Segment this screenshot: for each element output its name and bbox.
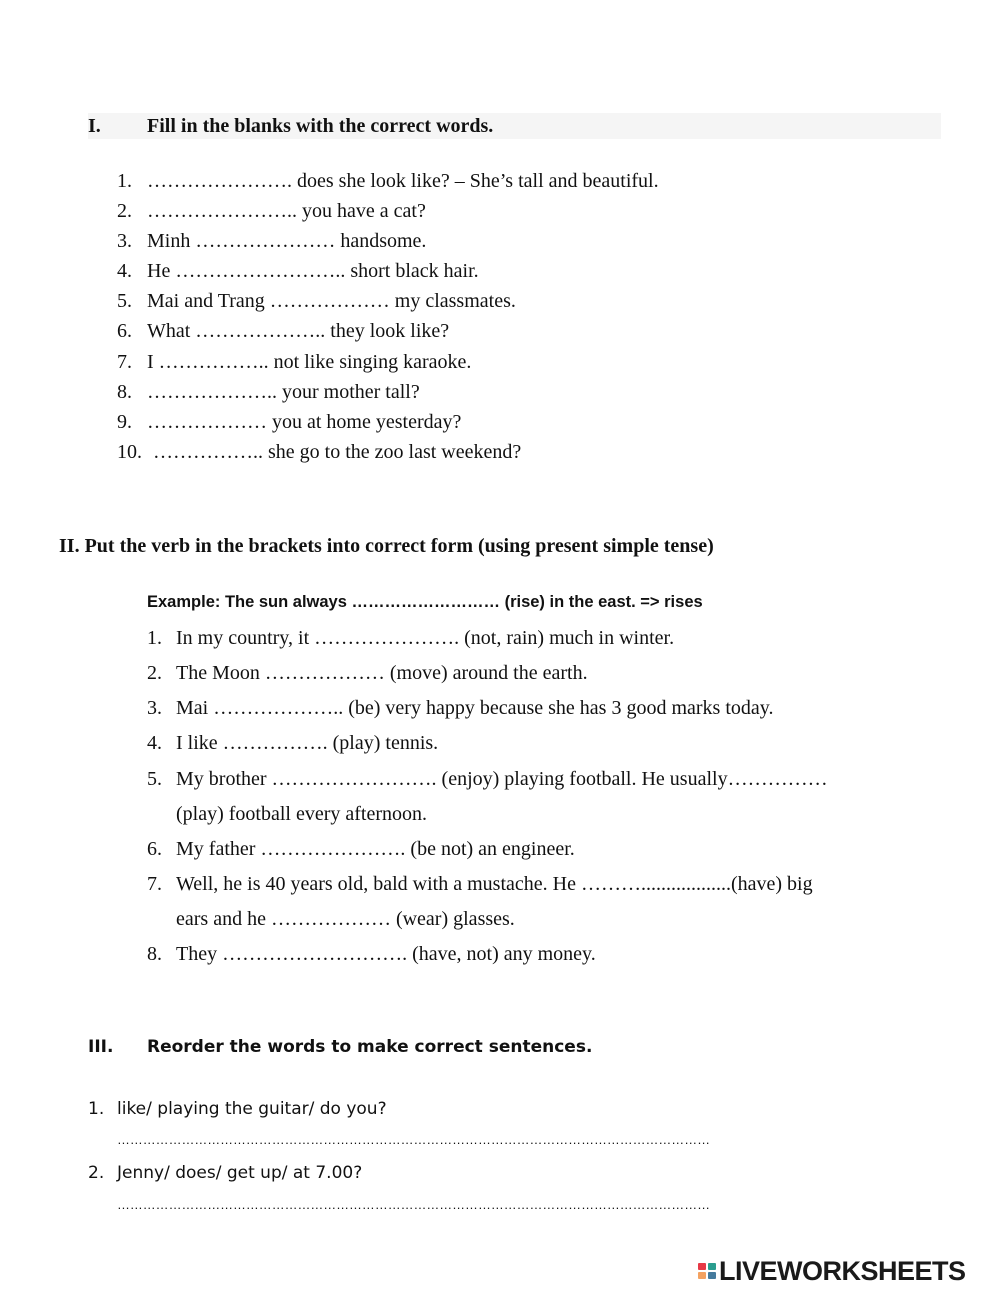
list-item	[147, 732, 438, 755]
item-number: 4.	[117, 260, 132, 282]
list-item	[147, 627, 674, 650]
item-number: 3.	[147, 697, 162, 719]
item-text: ………………….. you have a cat?	[147, 200, 426, 222]
section3-numeral: III.	[88, 1037, 114, 1057]
item-text: They ………………………. (have, not) any money.	[176, 943, 596, 965]
list-item	[117, 320, 449, 343]
item-text: I …………….. not like singing karaoke.	[147, 351, 472, 373]
section1-title: Fill in the blanks with the correct words.	[147, 115, 494, 137]
section2-example: Example: The sun always ……………………… (rise) in the east. => rises	[147, 593, 703, 611]
item-text: What ……………….. they look like?	[147, 320, 450, 342]
list-item	[117, 200, 426, 223]
list-item	[117, 381, 420, 404]
section3-title: Reorder the words to make correct sentences.	[147, 1037, 593, 1057]
item-number: 7.	[117, 351, 132, 373]
item-text: (play) football every afternoon.	[176, 803, 428, 825]
item-number: 4.	[147, 732, 162, 754]
list-item	[147, 768, 828, 791]
item-number: 2.	[88, 1163, 105, 1183]
section2-title: II. Put the verb in the brackets into correct form (using present simple tense)	[59, 535, 714, 557]
item-text: My father …………………. (be not) an engineer.	[176, 838, 575, 860]
item-text: In my country, it …………………. (not, rain) much in winter.	[176, 627, 675, 649]
item-number: 8.	[117, 381, 132, 403]
logo-text: LIVEWORKSHEETS	[719, 1255, 966, 1286]
logo-block	[698, 1272, 706, 1279]
item-number: 2.	[147, 662, 162, 684]
list-item	[88, 1163, 362, 1183]
item-number: 3.	[117, 230, 132, 252]
item-text: Well, he is 40 years old, bald with a mustache. He ………..................(have) big	[176, 873, 813, 895]
logo-block	[708, 1272, 716, 1279]
item-text: The Moon ……………… (move) around the earth.	[176, 662, 588, 684]
item-text: Jenny/ does/ get up/ at 7.00?	[117, 1163, 363, 1183]
list-item	[117, 230, 426, 253]
item-text: My brother ……………………. (enjoy) playing football. He usually……………	[176, 768, 828, 790]
logo-blocks-icon	[698, 1263, 716, 1279]
item-number: 10.	[117, 441, 142, 463]
item-text: ears and he ……………… (wear) glasses.	[176, 908, 515, 930]
item-number: 6.	[147, 838, 162, 860]
item-text: I like ……………. (play) tennis.	[176, 732, 439, 754]
item-text: ……………… you at home yesterday?	[147, 411, 462, 433]
list-item	[147, 838, 575, 861]
item-text: He …………………….. short black hair.	[147, 260, 479, 282]
list-item-continuation	[176, 908, 515, 931]
list-item	[147, 943, 596, 966]
item-number: 1.	[117, 170, 132, 192]
list-item	[117, 260, 479, 283]
item-text: Minh ………………… handsome.	[147, 230, 427, 252]
item-number: 6.	[117, 320, 132, 342]
list-item	[117, 441, 521, 464]
item-number: 7.	[147, 873, 162, 895]
item-text: ……………….. your mother tall?	[147, 381, 420, 403]
section1-numeral: I.	[88, 115, 101, 137]
item-number: 5.	[147, 768, 162, 790]
item-text: …………….. she go to the zoo last weekend?	[153, 441, 522, 463]
answer-line[interactable]: …………………………………………………………………………………………………………………………	[117, 1132, 710, 1147]
liveworksheets-logo	[698, 1256, 966, 1286]
logo-block	[698, 1263, 706, 1270]
logo-block	[708, 1263, 716, 1270]
item-number: 2.	[117, 200, 132, 222]
item-text: …………………. does she look like? – She’s tall and beautiful.	[147, 170, 659, 192]
list-item	[88, 1099, 387, 1119]
item-number: 8.	[147, 943, 162, 965]
item-text: Mai ……………….. (be) very happy because she has 3 good marks today.	[176, 697, 774, 719]
list-item	[147, 662, 588, 685]
list-item-continuation	[176, 803, 427, 826]
item-number: 5.	[117, 290, 132, 312]
list-item	[117, 290, 516, 313]
item-number: 1.	[147, 627, 162, 649]
item-text: like/ playing the guitar/ do you?	[117, 1099, 387, 1119]
list-item	[117, 411, 461, 434]
item-number: 1.	[88, 1099, 105, 1119]
answer-line[interactable]: …………………………………………………………………………………………………………………………	[117, 1197, 710, 1212]
item-number: 9.	[117, 411, 132, 433]
list-item	[147, 697, 773, 720]
list-item	[117, 170, 659, 193]
item-text: Mai and Trang ……………… my classmates.	[147, 290, 516, 312]
list-item	[147, 873, 813, 896]
list-item	[117, 351, 471, 374]
